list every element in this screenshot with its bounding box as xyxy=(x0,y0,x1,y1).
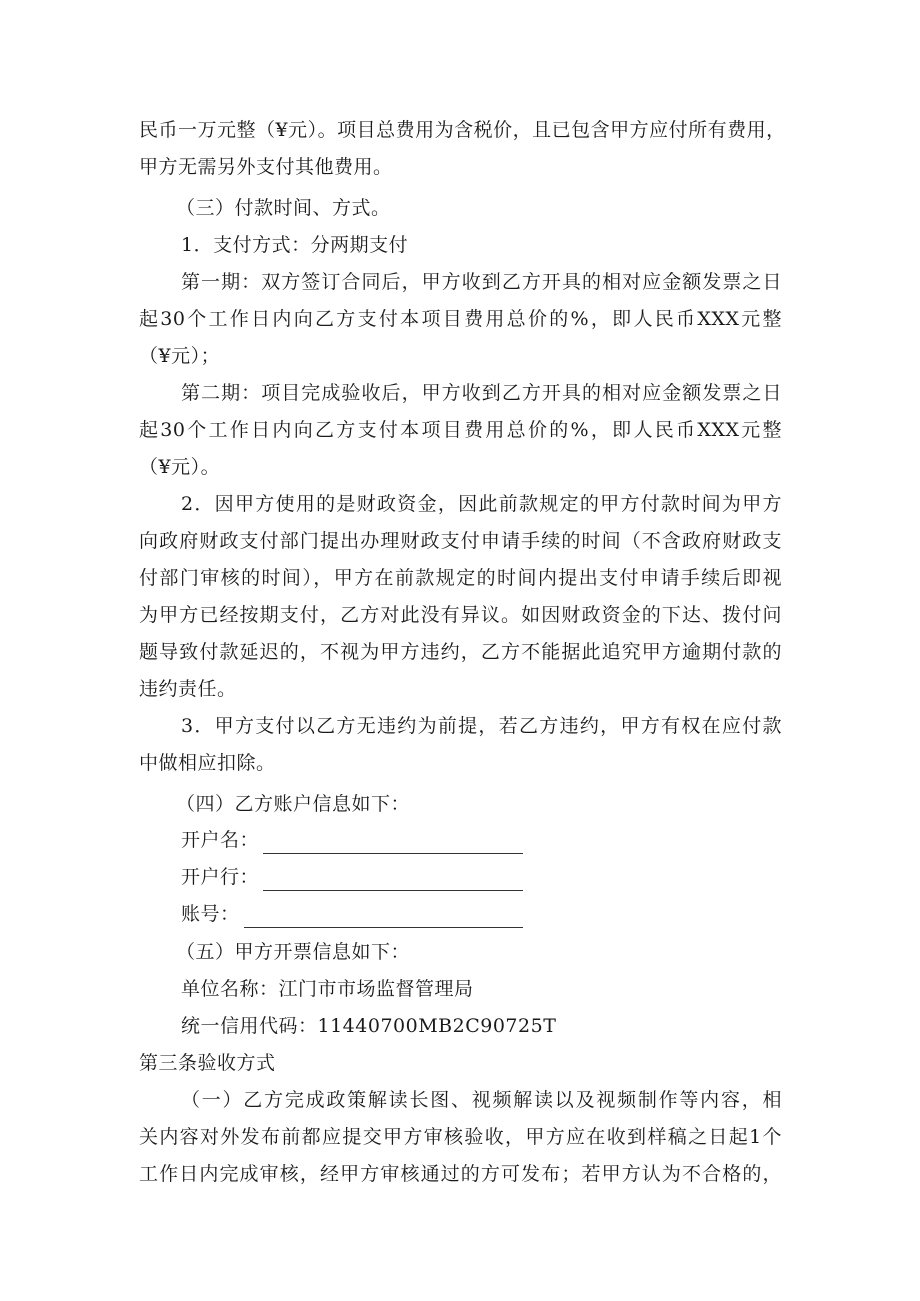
paragraph-line: 起30个工作日内向乙方支付本项目费用总价的%，即人民币XXX元整 xyxy=(139,419,782,441)
paragraph-line: 付部门审核的时间），甲方在前款规定的时间内提出支付申请手续后即视 xyxy=(139,567,782,589)
invoice-credit-code: 统一信用代码：11440700MB2C90725T xyxy=(181,1015,557,1037)
paragraph-line: 关内容对外发布前都应提交甲方审核验收，甲方应在收到样稿之日起1个 xyxy=(139,1126,782,1148)
paragraph-line: 民币一万元整（¥元）。项目总费用为含税价，且已包含甲方应付所有费用， xyxy=(139,119,786,141)
paragraph-line: （¥元）； xyxy=(139,345,221,367)
list-item: 2．因甲方使用的是财政资金，因此前款规定的甲方付款时间为甲方 xyxy=(181,493,782,515)
paragraph-line: 中做相应扣除。 xyxy=(139,752,276,774)
account-bank-row xyxy=(181,863,920,891)
account-bank-label: 开户行： xyxy=(181,866,260,888)
paragraph-line: 题导致付款延迟的，不视为甲方违约，乙方不能据此追究甲方逾期付款的 xyxy=(139,641,782,663)
paragraph-line: 第一期：双方签订合同后，甲方收到乙方开具的相对应金额发票之日 xyxy=(181,271,782,293)
paragraph-line: 第二期：项目完成验收后，甲方收到乙方开具的相对应金额发票之日 xyxy=(181,382,782,404)
paragraph-line: 为甲方已经按期支付，乙方对此没有异议。如因财政资金的下达、拨付问 xyxy=(139,604,782,626)
section-heading: （五）甲方开票信息如下： xyxy=(176,941,411,963)
account-number-row xyxy=(181,900,920,928)
list-item: 1．支付方式：分两期支付 xyxy=(181,234,409,256)
account-name-blank xyxy=(263,833,523,854)
article-heading: 第三条验收方式 xyxy=(139,1052,276,1074)
account-number-blank xyxy=(244,907,523,928)
list-item: 3．甲方支付以乙方无违约为前提，若乙方违约，甲方有权在应付款 xyxy=(181,715,782,737)
section-heading: （三）付款时间、方式。 xyxy=(176,197,391,219)
paragraph-line: 工作日内完成审核，经甲方审核通过的方可发布；若甲方认为不合格的， xyxy=(139,1163,782,1185)
account-name-row xyxy=(181,826,920,854)
invoice-unit-name: 单位名称：江门市市场监督管理局 xyxy=(181,978,474,1000)
paragraph-line: （一）乙方完成政策解读长图、视频解读以及视频制作等内容，相 xyxy=(181,1089,782,1111)
paragraph-line: 甲方无需另外支付其他费用。 xyxy=(139,156,393,178)
paragraph-line: 向政府财政支付部门提出办理财政支付申请手续的时间（不含政府财政支 xyxy=(139,530,782,552)
paragraph-line: （¥元）。 xyxy=(139,456,221,478)
section-heading: （四）乙方账户信息如下： xyxy=(176,793,411,815)
account-bank-blank xyxy=(263,870,523,891)
paragraph-line: 起30个工作日内向乙方支付本项目费用总价的%，即人民币XXX元整 xyxy=(139,308,782,330)
account-number-label: 账号： xyxy=(181,903,240,925)
account-name-label: 开户名： xyxy=(181,829,260,851)
paragraph-line: 违约责任。 xyxy=(139,678,237,700)
